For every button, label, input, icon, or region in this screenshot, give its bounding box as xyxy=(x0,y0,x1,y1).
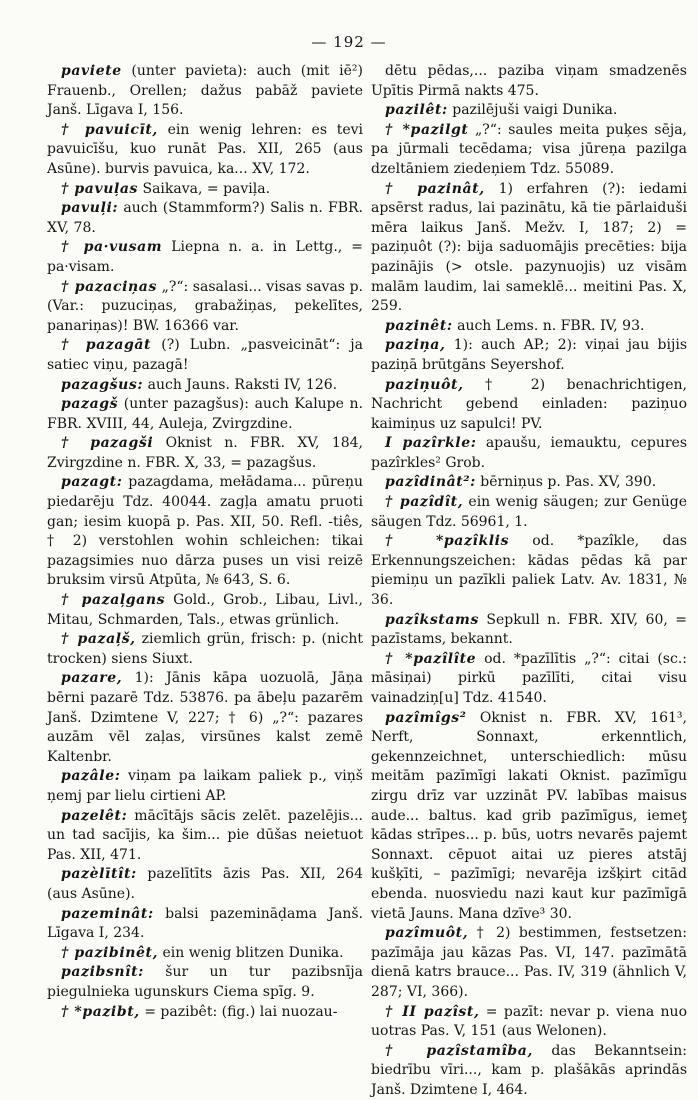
entry-headword: † pazaļš, xyxy=(61,631,136,648)
entry-text: pazelītīts āzis Pas. XII, 264 (aus Asūne). xyxy=(47,866,363,902)
dictionary-entry xyxy=(47,336,363,375)
entry-headword: † pazagši xyxy=(61,435,154,452)
dictionary-entry xyxy=(371,924,687,1002)
entry-headword: † pazagāt xyxy=(61,337,152,354)
entry-headword: pazibsnît: xyxy=(61,964,144,981)
entry-text: od. *pazîkle, das Erkennungszeichen: kādas pēdas kā par piemiņu un pazīkli paliek Latv. Av. 1831, № 36. xyxy=(371,533,687,609)
dictionary-entry xyxy=(47,180,363,200)
entry-text: „?“: saules meita puķes sēja, pa jūrmali tecēdama; visa jūreņa pazilga dzeltāniem ziedeņiem Tdz. 55089. xyxy=(371,121,687,177)
entry-text: auch (Stammform?) Salis n. FBR. XV, 78. xyxy=(47,200,363,236)
dictionary-entry xyxy=(371,434,687,473)
entry-text: Liepna n. a. in Lettg., = pa·visam. xyxy=(47,239,363,275)
entry-headword: † pazîdît, xyxy=(385,494,464,511)
entry-text: Oknist n. FBR. XV, 161³, Nerft, Sonnaxt, erkenntlich, gekennzeichnet, unterschiedlich: mūsu meitām pazīmīgi lakati Oknist. pazīmīgu zirgu drīz var uzzināt PV. labības maisus aude... baltus. kad grib pazīmīgus, iemeţ kādas strīpes... p. būs, uotrs nevarēs pajemt Sonnaxt. cēpuot aitai uz pieres atstāj kušķīti, – pazīmīgi; nevarēja izšķirt citād ebenda. nuosviedu nazi kaut kur pazīmīgā vietā Jauns. Mana dzīve³ 30. xyxy=(371,709,687,922)
entry-text: 1): Jānis kāpa uozuolā, Jāņa bērni pazarē Tdz. 53876. pa ābeļu pazarēm Janš. Dzimtene V, 227; † 6) „?“: pazares auzām vēl zaļas, virsūnes kalst zemē Kaltenbr. xyxy=(47,670,363,765)
dictionary-entry xyxy=(371,336,687,375)
dictionary-entry xyxy=(371,121,687,180)
entry-text: ein wenig lehren: es tevi pavuicīšu, kuo runāt Pas. XII, 265 (aus Asūne). burvis pavuica, ka... XV, 172. xyxy=(47,121,363,177)
entry-headword: † *pazibt, xyxy=(61,1003,140,1020)
entry-headword: † pavuicīt, xyxy=(61,121,158,138)
entry-text: od. *pazīlītis „?“: citai (sc.: māsiņai) pirkū pazīlīti, citai visu vainadziņ[u] Tdz. 41540. xyxy=(371,650,687,706)
dictionary-entry xyxy=(371,101,687,121)
dictionary-entry xyxy=(47,591,363,630)
entry-headword: pazîmîgs² xyxy=(385,709,467,726)
entry-text: Saikava, = paviļa. xyxy=(138,180,271,197)
dictionary-entry xyxy=(47,473,363,591)
entry-text: (unter pavieta): auch (mit iē²) Frauenb., Orellen; dažus pabāž paviete Janš. Līgava I, 156. xyxy=(47,63,363,119)
entry-text: (?) Lubn. „pasveicināt“: ja satiec viņu, pazagā! xyxy=(47,337,363,373)
dictionary-entry xyxy=(47,238,363,277)
dictionary-entry xyxy=(47,905,363,944)
entry-headword: pazinêt: xyxy=(385,317,453,334)
dictionary-entry xyxy=(47,767,363,806)
entry-headword: † *pazîlîte xyxy=(385,650,477,667)
entry-text: bērniņus p. Pas. XV, 390. xyxy=(475,474,657,491)
dictionary-entry xyxy=(47,807,363,866)
entry-text: „?“: sasalasi... visas savas p. (Var.: puzuciņas, grabažiņas, pekelītes, panariņas)! BW. 16366 var. xyxy=(47,278,363,334)
entry-headword: † *pazilgt xyxy=(385,121,469,138)
entry-text: pazagdama, mełādama... pūreņu piedarēju Tdz. 40044. zagļa amatu pruoti gan; iesim kuopā p. Pas. XII, 50. Refl. -tiês, † 2) verstohlen wohin schleichen: tikai pazagsimies nuo dārza puses un visi reizē bruksim virsū Atpūta, № 643, S. 6. xyxy=(47,474,363,589)
dictionary-entry xyxy=(371,611,687,650)
entry-headword: pazare, xyxy=(61,670,123,687)
entry-text: apaušu, iemauktu, cepures pazîrkles² Grob. xyxy=(371,435,688,471)
entry-headword: paziņa, xyxy=(385,337,446,354)
entry-text: balsi pazemināḍama Janš. Līgava I, 234. xyxy=(47,905,363,942)
entry-headword: † pazîstamîba, xyxy=(385,1042,533,1059)
dictionary-entry xyxy=(47,1003,363,1023)
entry-text: ein wenig blitzen Dunika. xyxy=(158,944,344,961)
dictionary-entry xyxy=(47,121,363,180)
dictionary-entry xyxy=(371,180,687,317)
entry-headword: pazilêt: xyxy=(385,102,448,119)
dictionary-entry xyxy=(47,434,363,473)
entry-text: Gold., Grob., Libau, Livl., Mitau, Schmarden, Tals., etwas grünlich. xyxy=(47,592,364,628)
dictionary-entry xyxy=(371,650,687,709)
entry-text: dētu pēdas,... paziba viņam smadzenēs Upītis Pirmā nakts 475. xyxy=(371,63,687,99)
dictionary-entry xyxy=(371,376,687,435)
entry-text: ein wenig säugen; zur Genüge säugen Tdz. 56961, 1. xyxy=(371,494,687,530)
dictionary-entry xyxy=(47,62,363,121)
entry-headword: pazagšus: xyxy=(61,376,144,393)
dictionary-entry xyxy=(47,669,363,767)
dictionary-entry xyxy=(371,1042,687,1100)
entry-headword: pazîmuôt, xyxy=(385,925,469,942)
entry-text: † 2) benachrichtigen, Nachricht gebend einladen: paziņuo kaimiņus uz sapulci! PV. xyxy=(371,376,687,432)
entry-headword: † *pazîklis xyxy=(385,533,510,550)
entry-text: viņam pa laikam paliek p., viņš ņemj par lielu cirtieni AP. xyxy=(47,768,363,804)
entry-headword: † pazinât, xyxy=(385,180,485,197)
entry-headword: pazîdinât²: xyxy=(385,474,476,491)
entry-headword: pazagt: xyxy=(61,474,123,491)
entry-headword: pazeminât: xyxy=(61,905,154,922)
dictionary-entry xyxy=(371,493,687,532)
entry-headword: pazelêt: xyxy=(61,807,128,824)
entry-headword: † pazaciņas xyxy=(61,278,157,295)
dictionary-entry xyxy=(371,62,687,101)
entry-headword: † pavuļas xyxy=(61,180,139,197)
dictionary-entry xyxy=(47,630,363,669)
entry-text: Oknist n. FBR. XV, 184, Zvirgzdine n. FBR. X, 33, = pazagšus. xyxy=(47,435,363,471)
dictionary-entry xyxy=(47,278,363,337)
entry-headword: † pazaļgans xyxy=(61,592,166,609)
dictionary-entry xyxy=(47,944,363,964)
entry-text: † 2) bestimmen, festsetzen: pazīmāja jau kāzas Pas. VI, 147. pazīmātā dienā katrs brauce... Pas. IV, 319 (ähnlich V, 287; VI, 366). xyxy=(371,925,687,1000)
page-number: — 192 — xyxy=(311,33,387,51)
entry-headword: I pazîrkle: xyxy=(385,435,477,452)
entry-headword: paviete xyxy=(61,63,122,79)
entry-text: auch Lems. n. FBR. IV, 93. xyxy=(452,317,645,334)
entry-text: das Bekanntsein: biedrību vīri..., kam p. plašākās aprindās Janš. Dzimtene I, 464. xyxy=(371,1042,687,1098)
entry-headword: pazîkstams xyxy=(385,611,479,628)
entry-text: = pazīt: nevar p. viena nuo uotras Pas. V, 151 (aus Welonen). xyxy=(371,1003,687,1040)
entry-headword: † pazibinêt, xyxy=(61,944,159,961)
entry-headword: pazèlītît: xyxy=(61,866,137,883)
dictionary-entry xyxy=(47,865,363,904)
entry-text: (unter pazagšus): auch Kalupe n. FBR. XVIII, 44, Auleja, Zvirgzdine. xyxy=(47,396,363,432)
entry-text: Sepkull n. FBR. XIV, 60, = pazīstams, bekannt. xyxy=(371,611,687,648)
entry-text: mācītājs sācis zelēt. pazelējis... un tad sacījis, ka šim... pie dūšas neietuot Pas. XII, 471. xyxy=(47,807,363,863)
dictionary-entry xyxy=(47,376,363,396)
entry-headword: pavuļi: xyxy=(61,200,119,217)
dictionary-entry xyxy=(47,963,363,1002)
entry-headword: † pa·vusam xyxy=(61,239,163,256)
entry-headword: paziņuôt, xyxy=(385,376,464,393)
dictionary-entry xyxy=(371,709,687,925)
dictionary-entry xyxy=(371,473,687,493)
dictionary-entry xyxy=(371,1003,687,1042)
entry-text: ziemlich grün, frisch: p. (nicht trocken) siens Siuxt. xyxy=(47,631,363,667)
entry-headword: pazagš xyxy=(61,396,119,413)
entry-text: = pazibêt: (fig.) lai nuozau- xyxy=(139,1003,338,1020)
right-column xyxy=(371,62,688,1098)
dictionary-entry xyxy=(47,199,363,238)
entry-text: auch Jauns. Raksti IV, 126. xyxy=(143,376,338,393)
entry-headword: pazâle: xyxy=(61,768,121,785)
entry-headword: † II pazîst, xyxy=(385,1003,480,1020)
dictionary-entry xyxy=(371,317,687,337)
entry-text: šur un tur pazibsnīja piegulnieka ugunskurs Ciema spīg. 9. xyxy=(47,964,363,1000)
entry-text: 1): auch AP.; 2): viņai jau bijis paziņā brūtgāns Seyershof. xyxy=(371,337,687,373)
entry-text: 1) erfahren (?): iedami apsērst radus, lai pazinātu, kā tie pārlaiduši mēra laikus Janš. Mežv. I, 187; 2) = paziņuôt (?): bija saduomājis precēties: bija pazināјis (> otsle. pazynuojis) uz visām malām laudim, lai sameklē... meitini Pas. X, 259. xyxy=(371,180,687,315)
dictionary-entry xyxy=(47,395,363,434)
dictionary-entry xyxy=(371,532,687,610)
entry-text: pazilējuši vaigi Dunika. xyxy=(447,102,618,119)
left-column xyxy=(47,62,364,1020)
